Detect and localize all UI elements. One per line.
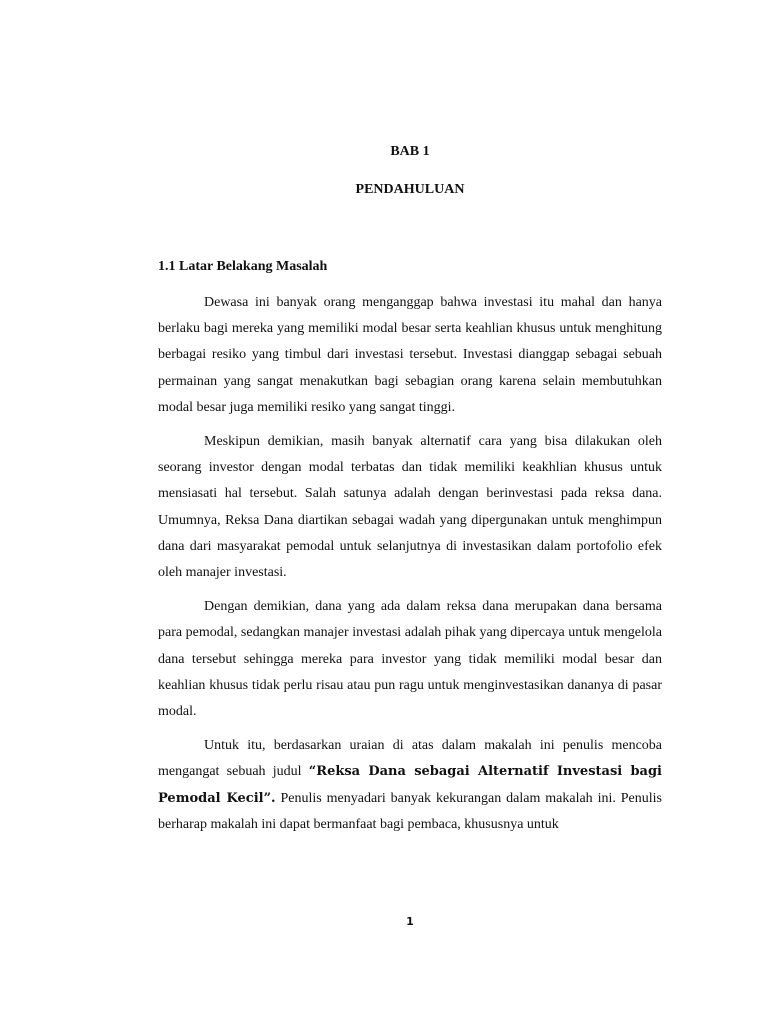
chapter-title: PENDAHULUAN (355, 182, 465, 197)
paragraph-1: Dewasa ini banyak orang menganggap bahwa investasi itu mahal dan hanya berlaku bagi mereka yang memiliki modal besar serta keahlian khusus untuk menghitung berbagai resiko yang timbul dari investasi tersebut. Investasi dianggap sebagai sebuah permainan yang sangat menakutkan bagi sebagian orang karena selain membutuhkan modal besar juga memiliki resiko yang sangat tinggi. (158, 295, 662, 415)
paragraph-4 (158, 733, 662, 838)
paragraph-3: Dengan demikian, dana yang ada dalam reksa dana merupakan dana bersama para pemodal, sedangkan manajer investasi adalah pihak yang dipercaya untuk mengelola dana tersebut sehingga mereka para investor yang tidak memiliki modal besar dan keahlian khusus tidak perlu risau atau pun ragu untuk menginvestasikan dananya di pasar modal. (158, 599, 662, 720)
paragraph-4-rest: Penulis menyadari banyak kekurangan dalam makalah ini. Penulis berharap makalah ini dapat bermanfaat bagi pembaca, khususnya untuk (158, 790, 662, 832)
body-text (158, 290, 662, 846)
paragraph-4-intro: Untuk itu, berdasarkan uraian di atas dalam makalah ini penulis mencoba mengangat sebuah judul (158, 738, 662, 780)
paragraph-2: Meskipun demikian, masih banyak alternatif cara yang bisa dilakukan oleh seorang investor dengan modal terbatas dan tidak memiliki keakhlian khusus untuk mensiasati hal tersebut. Salah satunya adalah dengan berinvestasi pada reksa dana. Umumnya, Reksa Dana diartikan sebagai wadah yang dipergunakan untuk menghimpun dana dari masyarakat pemodal untuk selanjutnya di investasikan dalam portofolio efek oleh manajer investasi. (158, 434, 662, 581)
paper-title-quote: “Reksa Dana sebagai Alternatif Investasi bagi Pemodal Kecil”. (158, 764, 662, 806)
section-heading: 1.1 Latar Belakang Masalah (158, 259, 328, 274)
chapter-number: BAB 1 (390, 144, 430, 159)
page-number: 1 (406, 915, 414, 928)
